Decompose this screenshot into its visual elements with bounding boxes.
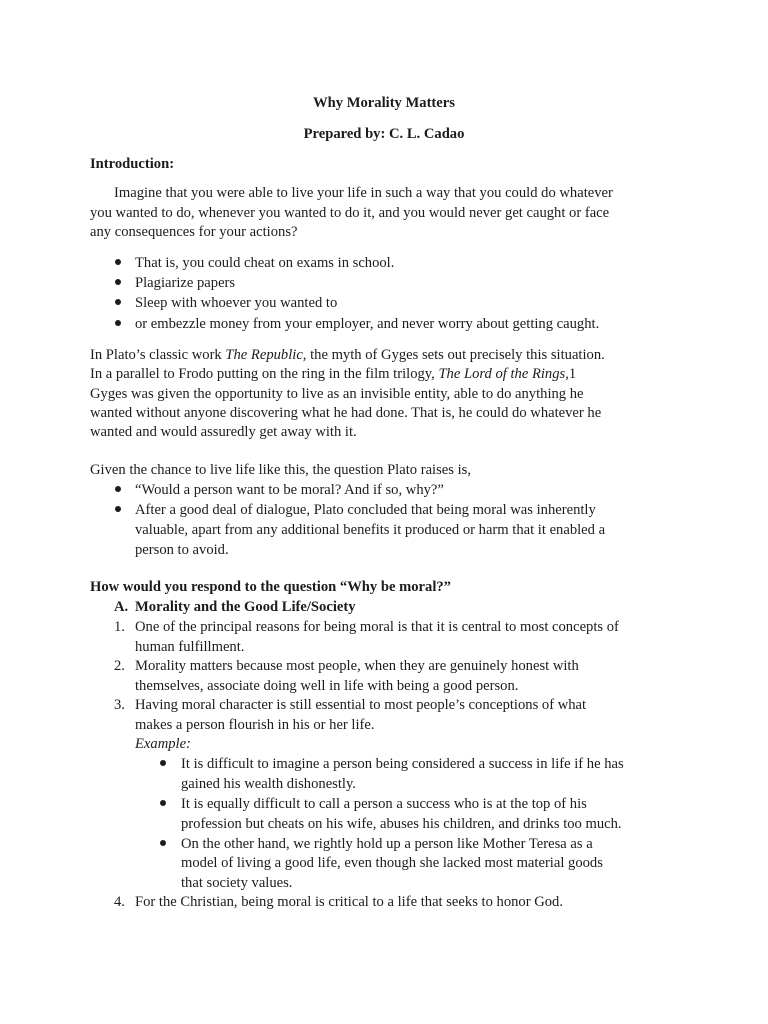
- bullet-icon: [160, 760, 166, 766]
- list-item: It is difficult to imagine a person being considered a success in life if he has: [181, 756, 624, 772]
- section-title: Morality and the Good Life/Society: [135, 599, 356, 615]
- list-item-continuation: model of living a good life, even though she lacked most material goods: [181, 855, 603, 871]
- list-item: or embezzle money from your employer, and never worry about getting caught.: [135, 316, 600, 332]
- list-number: 4.: [114, 894, 125, 910]
- list-item-continuation: makes a person flourish in his or her life.: [135, 717, 375, 733]
- plato-line: wanted and would assuredly get away with it.: [90, 424, 357, 440]
- list-item-continuation: human fulfillment.: [135, 639, 245, 655]
- list-item: Having moral character is still essential to most people’s conceptions of what: [135, 697, 587, 713]
- introduction-heading: Introduction:: [90, 156, 175, 172]
- plato-text: In a parallel to Frodo putting on the ring in the film trilogy,: [90, 366, 439, 382]
- document-author: Prepared by: C. L. Cadao: [303, 126, 465, 142]
- list-item: It is equally difficult to call a person a success who is at the top of his: [181, 796, 587, 812]
- list-item: Sleep with whoever you wanted to: [135, 295, 338, 311]
- list-item-continuation: profession but cheats on his wife, abuses his children, and drinks too much.: [181, 816, 622, 832]
- intro-paragraph-line: any consequences for your actions?: [90, 224, 298, 240]
- bullet-icon: [160, 800, 166, 806]
- list-number: 3.: [114, 697, 125, 713]
- plato-text: the myth of Gyges sets out precisely this situation.: [306, 347, 605, 363]
- bullet-icon: [115, 259, 121, 265]
- bullet-icon: [115, 299, 121, 305]
- footnote-marker: ,1: [565, 366, 577, 382]
- intro-paragraph-line: Imagine that you were able to live your life in such a way that you could do whatever: [114, 185, 613, 201]
- list-item: Morality matters because most people, when they are genuinely honest with: [135, 658, 579, 674]
- list-item: Plagiarize papers: [135, 275, 236, 291]
- list-item-continuation: gained his wealth dishonestly.: [181, 776, 356, 792]
- plato-line: [90, 365, 576, 385]
- bullet-icon: [115, 279, 121, 285]
- plato-text: In Plato’s classic work: [90, 347, 226, 363]
- bullet-icon: [115, 320, 121, 326]
- list-item-continuation: valuable, apart from any additional benefits it produced or harm that it enabled a: [135, 522, 606, 538]
- list-number: 2.: [114, 658, 125, 674]
- list-item-continuation: that society values.: [181, 875, 293, 891]
- list-item: One of the principal reasons for being moral is that it is central to most concepts of: [135, 619, 619, 635]
- list-item: After a good deal of dialogue, Plato concluded that being moral was inherently: [135, 502, 596, 518]
- bullet-icon: [160, 840, 166, 846]
- book-title-lotr: The Lord of the Rings: [438, 366, 566, 382]
- document-title: Why Morality Matters: [313, 95, 455, 111]
- list-number: 1.: [114, 619, 125, 635]
- list-item: On the other hand, we rightly hold up a person like Mother Teresa as a: [181, 836, 593, 852]
- plato-line: Gyges was given the opportunity to live as an invisible entity, able to do anything he: [90, 386, 584, 402]
- list-item: That is, you could cheat on exams in school.: [135, 255, 395, 271]
- plato-line: [90, 346, 605, 366]
- list-item: For the Christian, being moral is critical to a life that seeks to honor God.: [135, 894, 563, 910]
- example-label: Example:: [135, 736, 191, 752]
- book-title-republic: The Republic,: [225, 347, 307, 363]
- list-item-continuation: themselves, associate doing well in life with being a good person.: [135, 678, 519, 694]
- given-line: Given the chance to live life like this, the question Plato raises is,: [90, 462, 471, 478]
- bullet-icon: [115, 506, 121, 512]
- list-item: “Would a person want to be moral? And if so, why?”: [135, 482, 444, 498]
- list-item-continuation: person to avoid.: [135, 542, 229, 558]
- question-heading: How would you respond to the question “Why be moral?”: [90, 579, 451, 595]
- bullet-icon: [115, 486, 121, 492]
- section-label: A.: [114, 599, 129, 615]
- intro-paragraph-line: you wanted to do, whenever you wanted to do it, and you would never get caught or face: [90, 205, 610, 221]
- plato-line: wanted without anyone discovering what he had done. That is, he could do whatever he: [90, 405, 602, 421]
